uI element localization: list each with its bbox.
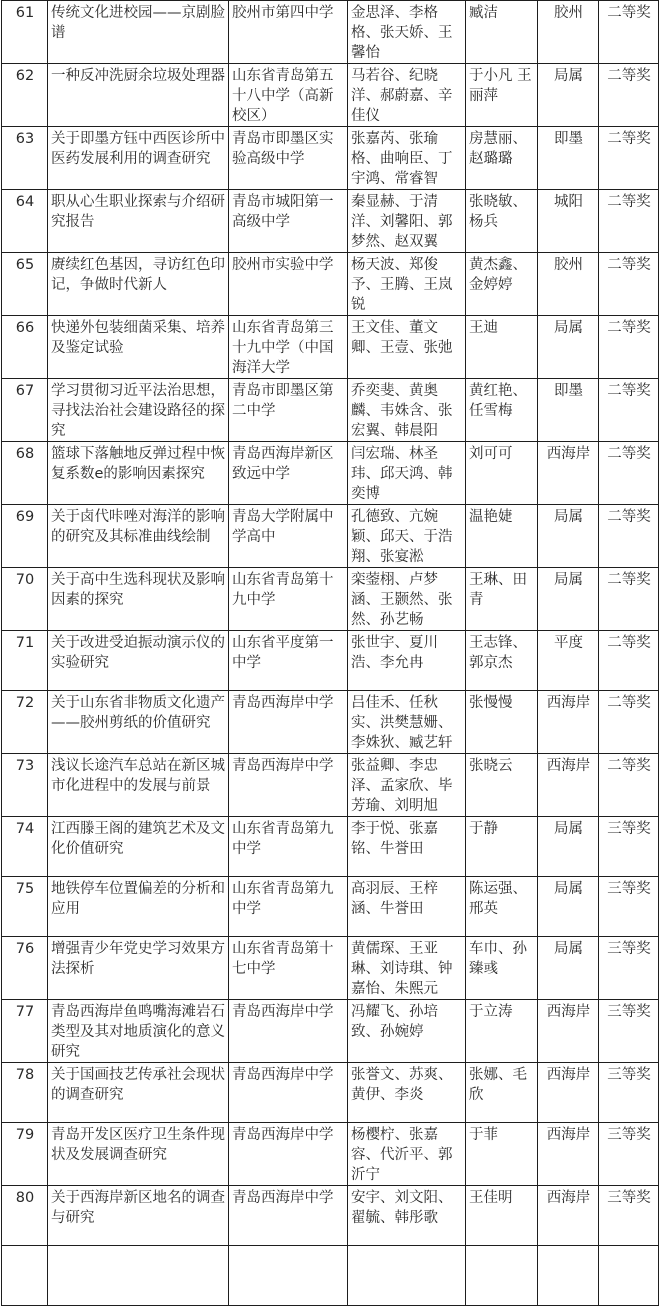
partial-cell xyxy=(2,1246,48,1306)
table-row xyxy=(2,937,659,1000)
row-number-cell: 68 xyxy=(2,442,48,505)
project-title-cell: 赓续红色基因，寻访红色印记，争做时代新人 xyxy=(48,253,229,316)
table-row xyxy=(2,442,659,505)
award-level-cell: 三等奖 xyxy=(599,1063,659,1123)
student-names-cell: 马若谷、纪晓洋、郝蔚嘉、辛佳仪 xyxy=(348,64,466,127)
project-title-cell: 关于改进受迫振动演示仪的实验研究 xyxy=(48,631,229,691)
partial-cell xyxy=(348,1246,466,1306)
award-level-cell: 三等奖 xyxy=(599,877,659,937)
region-cell: 胶州 xyxy=(538,253,599,316)
row-number-cell: 67 xyxy=(2,379,48,442)
student-names-cell: 杨天波、郑俊予、王腾、王岚锐 xyxy=(348,253,466,316)
region-cell: 局属 xyxy=(538,877,599,937)
award-level-cell: 二等奖 xyxy=(599,505,659,568)
row-number-cell: 69 xyxy=(2,505,48,568)
project-title-cell: 学习贯彻习近平法治思想，寻找法治社会建设路径的探究 xyxy=(48,379,229,442)
row-number-cell: 65 xyxy=(2,253,48,316)
project-title-cell: 浅议长途汽车总站在新区城市化进程中的发展与前景 xyxy=(48,754,229,817)
award-level-cell: 二等奖 xyxy=(599,64,659,127)
award-level-cell: 三等奖 xyxy=(599,1186,659,1246)
partial-cell xyxy=(599,1246,659,1306)
school-name-cell: 青岛西海岸中学 xyxy=(229,1063,348,1123)
school-name-cell: 山东省青岛第三十九中学（中国海洋大学 xyxy=(229,316,348,379)
table-row xyxy=(2,1,659,64)
teacher-names-cell: 陈运强、邢英 xyxy=(466,877,538,937)
award-level-cell: 二等奖 xyxy=(599,442,659,505)
table-row xyxy=(2,64,659,127)
project-title-cell: 增强青少年党史学习效果方法探析 xyxy=(48,937,229,1000)
award-level-cell: 二等奖 xyxy=(599,568,659,631)
row-number-cell: 72 xyxy=(2,691,48,754)
student-names-cell: 李于悦、张嘉铭、牛誉田 xyxy=(348,817,466,877)
award-level-cell: 三等奖 xyxy=(599,1123,659,1186)
region-cell: 即墨 xyxy=(538,127,599,190)
row-number-cell: 75 xyxy=(2,877,48,937)
teacher-names-cell: 张晓云 xyxy=(466,754,538,817)
teacher-names-cell: 王迪 xyxy=(466,316,538,379)
table-row-partial xyxy=(2,1246,659,1306)
region-cell: 局属 xyxy=(538,568,599,631)
project-title-cell: 关于即墨方钰中西医诊所中医药发展利用的调查研究 xyxy=(48,127,229,190)
table-row xyxy=(2,1000,659,1063)
row-number-cell: 73 xyxy=(2,754,48,817)
student-names-cell: 吕佳禾、任秋实、洪樊慧姗、李姝狄、臧艺轩 xyxy=(348,691,466,754)
teacher-names-cell: 王志锋、郭京杰 xyxy=(466,631,538,691)
student-names-cell: 金思泽、李格格、张天娇、王馨怡 xyxy=(348,1,466,64)
project-title-cell: 江西滕王阁的建筑艺术及文化价值研究 xyxy=(48,817,229,877)
teacher-names-cell: 张娜、毛欣 xyxy=(466,1063,538,1123)
row-number-cell: 66 xyxy=(2,316,48,379)
school-name-cell: 青岛市即墨区第二中学 xyxy=(229,379,348,442)
teacher-names-cell: 于菲 xyxy=(466,1123,538,1186)
school-name-cell: 青岛西海岸中学 xyxy=(229,1186,348,1246)
award-level-cell: 二等奖 xyxy=(599,379,659,442)
row-number-cell: 71 xyxy=(2,631,48,691)
student-names-cell: 杨樱柠、张嘉容、代沂平、郭沂宁 xyxy=(348,1123,466,1186)
award-level-cell: 三等奖 xyxy=(599,1000,659,1063)
region-cell: 胶州 xyxy=(538,1,599,64)
region-cell: 城阳 xyxy=(538,190,599,253)
partial-cell xyxy=(466,1246,538,1306)
partial-cell xyxy=(229,1246,348,1306)
row-number-cell: 61 xyxy=(2,1,48,64)
row-number-cell: 62 xyxy=(2,64,48,127)
region-cell: 西海岸 xyxy=(538,442,599,505)
teacher-names-cell: 于立涛 xyxy=(466,1000,538,1063)
school-name-cell: 山东省青岛第九中学 xyxy=(229,817,348,877)
award-level-cell: 二等奖 xyxy=(599,754,659,817)
student-names-cell: 秦显赫、于清洋、刘馨阳、郭梦然、赵双翼 xyxy=(348,190,466,253)
row-number-cell: 76 xyxy=(2,937,48,1000)
teacher-names-cell: 车巾、孙臻彧 xyxy=(466,937,538,1000)
table-row xyxy=(2,253,659,316)
teacher-names-cell: 于小凡 王丽萍 xyxy=(466,64,538,127)
partial-cell xyxy=(538,1246,599,1306)
table-row xyxy=(2,1123,659,1186)
row-number-cell: 74 xyxy=(2,817,48,877)
region-cell: 局属 xyxy=(538,505,599,568)
school-name-cell: 山东省青岛第十九中学 xyxy=(229,568,348,631)
region-cell: 西海岸 xyxy=(538,1000,599,1063)
teacher-names-cell: 于静 xyxy=(466,817,538,877)
project-title-cell: 职从心生职业探索与介绍研究报告 xyxy=(48,190,229,253)
award-level-cell: 二等奖 xyxy=(599,1,659,64)
row-number-cell: 78 xyxy=(2,1063,48,1123)
school-name-cell: 山东省青岛第九中学 xyxy=(229,877,348,937)
table-row xyxy=(2,316,659,379)
award-level-cell: 二等奖 xyxy=(599,631,659,691)
region-cell: 西海岸 xyxy=(538,1063,599,1123)
table-row xyxy=(2,1063,659,1123)
student-names-cell: 闫宏瑞、林圣玮、邱天鸿、韩奕博 xyxy=(348,442,466,505)
region-cell: 局属 xyxy=(538,316,599,379)
table-row xyxy=(2,691,659,754)
teacher-names-cell: 黄红艳、任雪梅 xyxy=(466,379,538,442)
school-name-cell: 青岛西海岸新区致远中学 xyxy=(229,442,348,505)
student-names-cell: 张世宇、夏川浩、李允冉 xyxy=(348,631,466,691)
row-number-cell: 77 xyxy=(2,1000,48,1063)
school-name-cell: 青岛大学附属中学高中 xyxy=(229,505,348,568)
table-row xyxy=(2,1186,659,1246)
project-title-cell: 关于卤代咔唑对海洋的影响的研究及其标准曲线绘制 xyxy=(48,505,229,568)
table-row xyxy=(2,568,659,631)
teacher-names-cell: 张晓敏、杨兵 xyxy=(466,190,538,253)
table-row xyxy=(2,817,659,877)
school-name-cell: 山东省青岛第十七中学 xyxy=(229,937,348,1000)
teacher-names-cell: 房慧丽、赵璐璐 xyxy=(466,127,538,190)
region-cell: 西海岸 xyxy=(538,754,599,817)
project-title-cell: 关于国画技艺传承社会现状的调查研究 xyxy=(48,1063,229,1123)
table-row xyxy=(2,379,659,442)
row-number-cell: 64 xyxy=(2,190,48,253)
award-level-cell: 二等奖 xyxy=(599,190,659,253)
project-title-cell: 青岛开发区医疗卫生条件现状及发展调查研究 xyxy=(48,1123,229,1186)
school-name-cell: 青岛西海岸中学 xyxy=(229,754,348,817)
student-names-cell: 冯耀飞、孙培致、孙婉婷 xyxy=(348,1000,466,1063)
award-level-cell: 二等奖 xyxy=(599,253,659,316)
project-title-cell: 快递外包装细菌采集、培养及鉴定试验 xyxy=(48,316,229,379)
teacher-names-cell: 黄杰鑫、金婷婷 xyxy=(466,253,538,316)
school-name-cell: 青岛西海岸中学 xyxy=(229,1123,348,1186)
teacher-names-cell: 温艳婕 xyxy=(466,505,538,568)
table-row xyxy=(2,190,659,253)
award-level-cell: 三等奖 xyxy=(599,817,659,877)
student-names-cell: 孔德致、亢婉颖、邱天、于浩翔、张宴淞 xyxy=(348,505,466,568)
region-cell: 平度 xyxy=(538,631,599,691)
project-title-cell: 一种反冲洗厨余垃圾处理器 xyxy=(48,64,229,127)
row-number-cell: 79 xyxy=(2,1123,48,1186)
student-names-cell: 安宇、刘文阳、翟毓、韩彤歌 xyxy=(348,1186,466,1246)
award-level-cell: 二等奖 xyxy=(599,691,659,754)
project-title-cell: 青岛西海岸鱼鸣嘴海滩岩石类型及其对地质演化的意义研究 xyxy=(48,1000,229,1063)
school-name-cell: 青岛市即墨区实验高级中学 xyxy=(229,127,348,190)
student-names-cell: 张誉文、苏爽、黄伊、李炎 xyxy=(348,1063,466,1123)
student-names-cell: 高羽辰、王梓涵、牛誉田 xyxy=(348,877,466,937)
region-cell: 西海岸 xyxy=(538,1186,599,1246)
school-name-cell: 青岛西海岸中学 xyxy=(229,1000,348,1063)
partial-cell xyxy=(48,1246,229,1306)
school-name-cell: 胶州市实验中学 xyxy=(229,253,348,316)
student-names-cell: 栾蓥栩、卢梦涵、王颢然、张然、孙艺畅 xyxy=(348,568,466,631)
region-cell: 即墨 xyxy=(538,379,599,442)
region-cell: 局属 xyxy=(538,64,599,127)
student-names-cell: 王文佳、董文卿、王壹、张弛 xyxy=(348,316,466,379)
student-names-cell: 张嘉芮、张瑜格、曲响臣、丁宇鸿、常睿智 xyxy=(348,127,466,190)
teacher-names-cell: 王琳、田青 xyxy=(466,568,538,631)
region-cell: 局属 xyxy=(538,817,599,877)
table-row xyxy=(2,877,659,937)
project-title-cell: 关于西海岸新区地名的调查与研究 xyxy=(48,1186,229,1246)
school-name-cell: 山东省平度第一中学 xyxy=(229,631,348,691)
teacher-names-cell: 张慢慢 xyxy=(466,691,538,754)
region-cell: 西海岸 xyxy=(538,691,599,754)
region-cell: 局属 xyxy=(538,937,599,1000)
school-name-cell: 山东省青岛第五十八中学（高新校区） xyxy=(229,64,348,127)
project-title-cell: 关于高中生选科现状及影响因素的探究 xyxy=(48,568,229,631)
row-number-cell: 63 xyxy=(2,127,48,190)
student-names-cell: 张益卿、李忠泽、孟家欣、毕芳瑜、刘明旭 xyxy=(348,754,466,817)
teacher-names-cell: 刘可可 xyxy=(466,442,538,505)
school-name-cell: 胶州市第四中学 xyxy=(229,1,348,64)
row-number-cell: 80 xyxy=(2,1186,48,1246)
award-level-cell: 二等奖 xyxy=(599,127,659,190)
award-table xyxy=(1,0,659,1306)
region-cell: 西海岸 xyxy=(538,1123,599,1186)
student-names-cell: 乔奕斐、黄奥麟、韦姝含、张宏翼、韩晨阳 xyxy=(348,379,466,442)
school-name-cell: 青岛市城阳第一高级中学 xyxy=(229,190,348,253)
table-row xyxy=(2,631,659,691)
table-row xyxy=(2,754,659,817)
award-level-cell: 二等奖 xyxy=(599,316,659,379)
student-names-cell: 黄儒琛、王亚琳、刘诗琪、钟嘉怡、朱熙元 xyxy=(348,937,466,1000)
teacher-names-cell: 王佳明 xyxy=(466,1186,538,1246)
school-name-cell: 青岛西海岸中学 xyxy=(229,691,348,754)
award-level-cell: 三等奖 xyxy=(599,937,659,1000)
teacher-names-cell: 臧洁 xyxy=(466,1,538,64)
table-row xyxy=(2,505,659,568)
award-table-body xyxy=(2,1,659,1306)
project-title-cell: 传统文化进校园——京剧脸谱 xyxy=(48,1,229,64)
project-title-cell: 篮球下落触地反弹过程中恢复系数e的影响因素探究 xyxy=(48,442,229,505)
row-number-cell: 70 xyxy=(2,568,48,631)
project-title-cell: 关于山东省非物质文化遗产——胶州剪纸的价值研究 xyxy=(48,691,229,754)
project-title-cell: 地铁停车位置偏差的分析和应用 xyxy=(48,877,229,937)
table-row xyxy=(2,127,659,190)
